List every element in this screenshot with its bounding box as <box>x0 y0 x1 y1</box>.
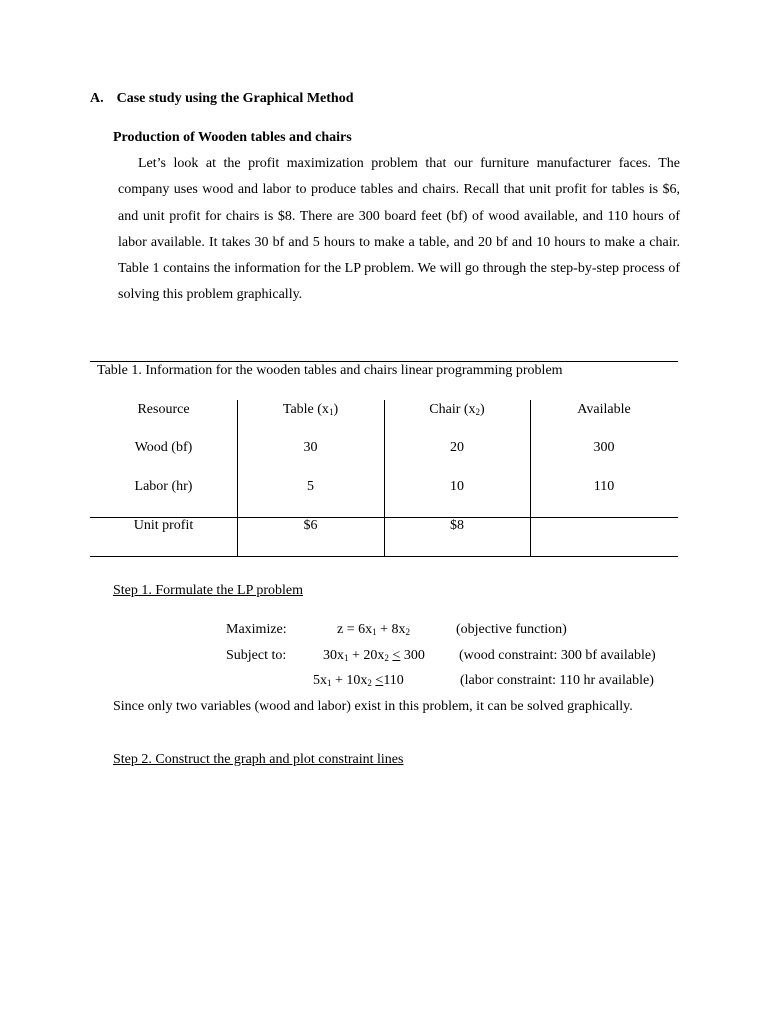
table-col-divider-3 <box>530 400 531 556</box>
table-top-rule <box>90 361 678 362</box>
table-row-wood-table: 30 <box>303 440 318 455</box>
section-heading <box>90 91 353 107</box>
wood-constraint-expression: $30x_1 + 20x_2 < 300$ <box>323 648 425 663</box>
table-row-labor-available: 110 <box>593 479 615 494</box>
table-bottom-rule <box>90 556 678 557</box>
step2-heading: Step 2. Construct the graph and plot constraint lines <box>113 752 404 767</box>
wood-constraint-note: (wood constraint: 300 bf available) <box>459 648 656 663</box>
objective-note: (objective function) <box>456 622 567 637</box>
intro-text: Let’s look at the profit maximization problem that our furniture manufacturer faces. The company uses wood and labor to produce tables and chairs. Recall that unit profit for tables is $6, and unit profit for chairs is $8. There are 300 board feet (bf) of wood available, and 110 hours of labor available. It takes 30 bf and 5 hours to make a table, and 20 bf and 10 hours to make a chair. Table 1 contains the information for the LP problem. We will go through the step-by-step process of solving this problem graphically. <box>118 156 680 303</box>
section-marker: A. <box>90 91 104 106</box>
labor-constraint-note: (labor constraint: 110 hr available) <box>460 673 654 688</box>
table-header-table: Table $(x_1)$ <box>282 402 339 417</box>
table-row-labor-chair: 10 <box>450 479 464 494</box>
step1-heading: Step 1. Formulate the LP problem <box>113 583 304 598</box>
maximize-label: Maximize: <box>226 622 287 637</box>
table-row-wood-chair: 20 <box>450 440 464 455</box>
table-caption: Table 1. Information for the wooden tables and chairs linear programming problem <box>97 363 563 378</box>
table-row-profit-chair: $8 <box>450 518 464 533</box>
labor-constraint-expression: $5x_1 + 10x_2 <110$ <box>313 673 404 688</box>
table-row-wood-resource: Wood (bf) <box>134 440 193 455</box>
table-row-profit-table: $6 <box>303 518 318 533</box>
table-row-labor-resource: Labor (hr) <box>134 479 193 494</box>
objective-expression: $z = 6x_1 + 8x_2$ <box>337 622 411 637</box>
table-row-labor-table: 5 <box>307 479 314 494</box>
step1-conclusion: Since only two variables (wood and labor) exist in this problem, it can be solved graphically. <box>113 699 633 714</box>
table-header-resource: Resource <box>137 402 190 417</box>
table-header-available: Available <box>577 402 631 417</box>
subject-to-label: Subject to: <box>226 648 287 663</box>
section-title: Case study using the Graphical Method <box>116 91 354 106</box>
table-header-chair: Chair $(x_2)$ <box>429 402 485 417</box>
subsection-title: Production of Wooden tables and chairs <box>113 130 352 145</box>
table-row-profit-resource: Unit profit <box>133 518 194 533</box>
table-row-wood-available: 300 <box>593 440 615 455</box>
intro-paragraph <box>118 151 680 309</box>
